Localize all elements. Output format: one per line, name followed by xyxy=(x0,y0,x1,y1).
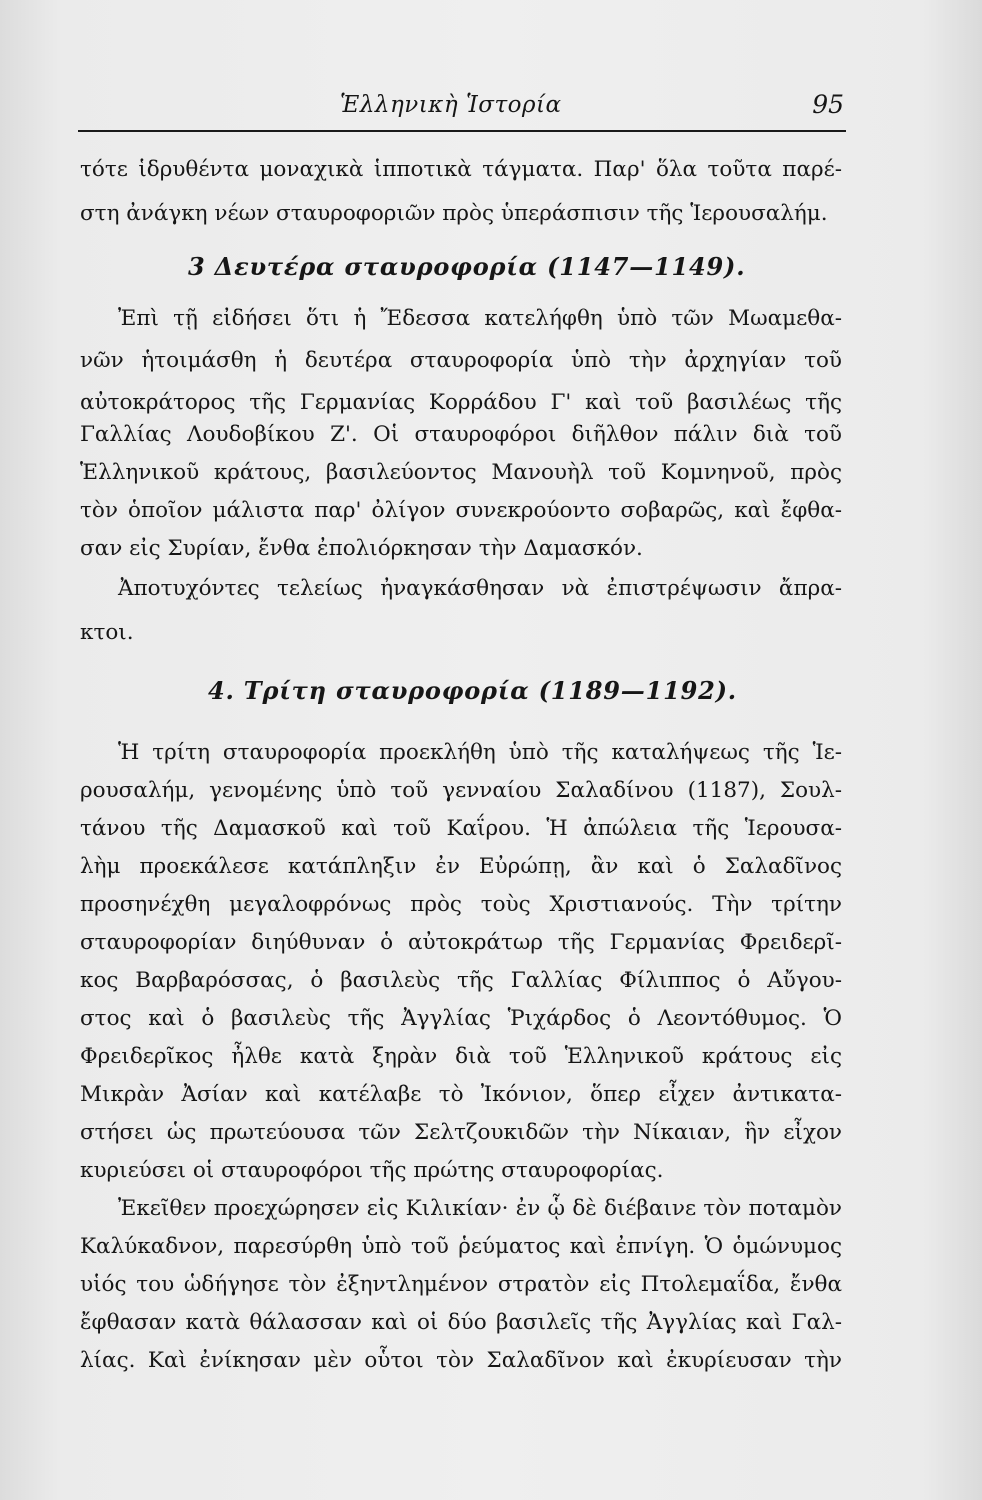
text-line: Γαλλίας Λουδοβίκου Ζ'. Οἱ σταυροφόροι διῆλθον πάλιν διὰ τοῦ xyxy=(80,422,842,447)
text-line: νῶν ἡτοιμάσθη ἡ δευτέρα σταυροφορία ὑπὸ τὴν ἀρχηγίαν τοῦ xyxy=(80,348,842,373)
section-heading: 3 Δευτέρα σταυροφορία (1147—1149). xyxy=(188,252,746,281)
running-title: Ἑλληνικὴ Ἱστορία xyxy=(340,92,562,118)
text-line: Ἐπὶ τῇ εἰδήσει ὅτι ἡ Ἔδεσσα κατελήφθη ὑπὸ τῶν Μωαμεθα- xyxy=(118,306,842,331)
text-line: Ἡ τρίτη σταυροφορία προεκλήθη ὑπὸ τῆς καταλήψεως τῆς Ἱε- xyxy=(118,740,842,765)
text-line: στήσει ὡς πρωτεύουσα τῶν Σελτζουκιδῶν τὴν Νίκαιαν, ἣν εἶχον xyxy=(80,1120,842,1145)
text-line: Φρειδερῖκος ἦλθε κατὰ ξηρὰν διὰ τοῦ Ἑλληνικοῦ κράτους εἰς xyxy=(80,1044,842,1069)
text-line: κτοι. xyxy=(80,620,134,645)
section-heading: 4. Τρίτη σταυροφορία (1189—1192). xyxy=(208,676,737,705)
text-line: τὸν ὁποῖον μάλιστα παρ' ὀλίγον συνεκρούοντο σοβαρῶς, καὶ ἔφθα- xyxy=(80,498,842,523)
page-header xyxy=(78,84,846,132)
text-line: προσηνέχθη μεγαλοφρόνως πρὸς τοὺς Χριστιανούς. Τὴν τρίτην xyxy=(80,892,842,917)
text-line: Ἀποτυχόντες τελείως ἠναγκάσθησαν νὰ ἐπιστρέψωσιν ἄπρα- xyxy=(118,576,842,601)
text-line: Καλύκαδνον, παρεσύρθη ὑπὸ τοῦ ῥεύματος καὶ ἐπνίγη. Ὁ ὁμώνυμος xyxy=(80,1234,842,1259)
page-number: 95 xyxy=(812,90,844,119)
text-line: τότε ἱδρυθέντα μοναχικὰ ἱπποτικὰ τάγματα. Παρ' ὅλα τοῦτα παρέ- xyxy=(80,157,842,182)
text-line: Ἑλληνικοῦ κράτους, βασιλεύοντος Μανουὴλ τοῦ Κομνηνοῦ, πρὸς xyxy=(80,460,842,485)
text-line: ἔφθασαν κατὰ θάλασσαν καὶ οἱ δύο βασιλεῖς τῆς Ἀγγλίας καὶ Γαλ- xyxy=(80,1310,842,1335)
text-line: λίας. Καὶ ἐνίκησαν μὲν οὗτοι τὸν Σαλαδῖνον καὶ ἐκυρίευσαν τὴν xyxy=(80,1348,842,1373)
text-line: κος Βαρβαρόσσας, ὁ βασιλεὺς τῆς Γαλλίας Φίλιππος ὁ Αὔγου- xyxy=(80,968,842,993)
text-line: στη ἀνάγκη νέων σταυροφοριῶν πρὸς ὑπεράσπισιν τῆς Ἱερουσαλήμ. xyxy=(80,201,828,226)
text-line: Ἐκεῖθεν προεχώρησεν εἰς Κιλικίαν· ἐν ᾧ δὲ διέβαινε τὸν ποταμὸν xyxy=(118,1196,842,1221)
text-line: τάνου τῆς Δαμασκοῦ καὶ τοῦ Καΐρου. Ἡ ἀπώλεια τῆς Ἱερουσα- xyxy=(80,816,842,841)
text-line: Μικρὰν Ἀσίαν καὶ κατέλαβε τὸ Ἰκόνιον, ὅπερ εἶχεν ἀντικατα- xyxy=(80,1082,842,1107)
text-line: στος καὶ ὁ βασιλεὺς τῆς Ἀγγλίας Ῥιχάρδος ὁ Λεοντόθυμος. Ὁ xyxy=(80,1006,842,1031)
text-line: σταυροφορίαν διηύθυναν ὁ αὐτοκράτωρ τῆς Γερμανίας Φρειδερῖ- xyxy=(80,930,842,955)
text-line: ρουσαλήμ, γενομένης ὑπὸ τοῦ γενναίου Σαλαδίνου (1187), Σουλ- xyxy=(80,778,842,803)
text-line: λὴμ προεκάλεσε κατάπληξιν ἐν Εὐρώπῃ, ἂν καὶ ὁ Σαλαδῖνος xyxy=(80,854,842,879)
text-line: υἱός του ὡδήγησε τὸν ἐξηντλημένον στρατὸν εἰς Πτολεμαΐδα, ἔνθα xyxy=(80,1272,842,1297)
text-line: κυριεύσει οἱ σταυροφόροι τῆς πρώτης σταυροφορίας. xyxy=(80,1158,664,1183)
text-line: σαν εἰς Συρίαν, ἔνθα ἐπολιόρκησαν τὴν Δαμασκόν. xyxy=(80,536,643,561)
text-line: αὐτοκράτορος τῆς Γερμανίας Κορράδου Γ' καὶ τοῦ βασιλέως τῆς xyxy=(80,390,842,415)
